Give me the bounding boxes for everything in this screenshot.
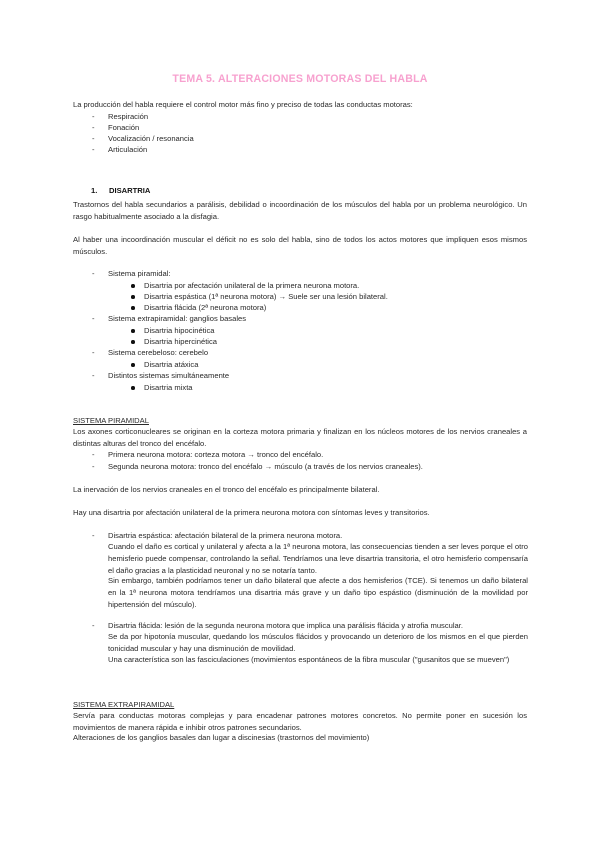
dash-marker: - [92,348,95,357]
dash-marker: - [92,134,95,143]
system-item: Disartria hipocinética [144,326,215,335]
dash-marker: - [92,123,95,132]
bullet-dot [131,386,135,390]
system-item: Disartria hipercinética [144,337,218,346]
extrapiramidal-paragraph-1: Servía para conductas motoras complejas y para encadenar patrones motores concretos. No permite poner en sucesión los movimientos de manera rápida e inhibir otros patrones secundarios. [73,711,527,732]
disartria-definition: Trastornos del habla secundarios a parálisis, debilidad o incoordinación de los músculos del habla por un problema neurológico. Un rasgo habitualmente asociado a la disfagia. [73,200,527,221]
intro-item-vocalizacion: Vocalización / resonancia [108,134,194,143]
piramidal-list-item: Segunda neurona motora: tronco del encéfalo → músculo (a través de los nervios craneales). [108,462,423,471]
system-piramidal-label: Sistema piramidal: [108,269,171,278]
flacida-paragraph-1: Se da por hipotonía muscular, quedando los músculos flácidos y provocando un deterioro de los mismos en el que pierden tonicidad muscular y hay una disminución de movilidad. [108,632,528,653]
bullet-dot [131,340,135,344]
heading-sistema-piramidal: SISTEMA PIRAMIDAL [73,416,149,425]
system-item: Disartria por afectación unilateral de la primera neurona motora. [144,281,360,290]
bullet-dot [131,363,135,367]
bullet-dot [131,284,135,288]
dash-marker: - [92,371,95,380]
dash-marker: - [92,314,95,323]
dash-marker: - [92,269,95,278]
espastica-heading: Disartria espástica: afectación bilateral de la primera neurona motora. [108,531,343,540]
system-item: Disartria espástica (1ª neurona motora) → Suele ser una lesión bilateral. [144,292,388,301]
intro-item-respiracion: Respiración [108,112,149,121]
flacida-heading: Disartria flácida: lesión de la segunda neurona motora que implica una parálisis flácida y atrofia muscular. [108,621,463,630]
dash-marker: - [92,531,95,540]
espastica-paragraph-2: Sin embargo, también podríamos tener un daño bilateral que afecte a dos hemisferios (TCE). Si tenemos un daño bilateral en la 1ª neurona motora tendríamos una disartria más grave y un daño tipo espástico (disminución de la movilidad por hipertensión del músculo). [108,576,528,609]
system-mixto-label: Distintos sistemas simultáneamente [108,371,230,380]
bullet-dot [131,329,135,333]
intro-item-articulacion: Articulación [108,145,148,154]
piramidal-list-item: Primera neurona motora: corteza motora → tronco del encéfalo. [108,450,324,459]
piramidal-paragraph-3: Hay una disartria por afectación unilateral de la primera neurona motora con síntomas leves y transitorios. [73,508,430,517]
system-extrapiramidal-label: Sistema extrapiramidal: ganglios basales [108,314,247,323]
extrapiramidal-paragraph-2: Alteraciones de los ganglios basales dan lugar a discinesias (trastornos del movimiento) [73,733,370,742]
flacida-paragraph-2: Una característica son las fasciculaciones (movimientos espontáneos de la fibra muscular ("gusanitos que se mueven") [108,655,510,664]
dash-marker: - [92,145,95,154]
dash-marker: - [92,621,95,630]
dash-marker: - [92,112,95,121]
system-item: Disartria mixta [144,383,193,392]
page-title: TEMA 5. ALTERACIONES MOTORAS DEL HABLA [172,73,428,85]
piramidal-paragraph-1: Los axones corticonucleares se originan en la corteza motora primaria y finalizan en los núcleos motores de los nervios craneales a distintas alturas del tronco del encéfalo. [73,427,527,448]
disartria-paragraph-2: Al haber una incoordinación muscular el déficit no es solo del habla, sino de todos los actos motores que impliquen esos mismos músculos. [73,235,527,256]
bullet-dot [131,295,135,299]
intro-text: La producción del habla requiere el control motor más fino y preciso de todas las conductas motoras: [73,100,413,109]
espastica-paragraph-1: Cuando el daño es cortical y unilateral y afecta a la 1ª neurona motora, las consecuencias tienden a ser leves porque el otro hemisferio puede compensar, controlando la señal. Tendríamos una leve disartria transitoria, el otro hemisferio compensaría el daño gracias a la plasticidad neuronal y no se notaría tanto. [108,542,528,575]
intro-item-fonacion: Fonación [108,123,140,132]
section-heading-disartria: DISARTRIA [109,186,151,195]
piramidal-paragraph-2: La inervación de los nervios craneales en el tronco del encéfalo es principalmente bilateral. [73,485,380,494]
dash-marker: - [92,462,95,471]
heading-sistema-extrapiramidal: SISTEMA EXTRAPIRAMIDAL [73,700,175,709]
system-item: Disartria flácida (2ª neurona motora) [144,303,267,312]
system-item: Disartria atáxica [144,360,199,369]
section-number: 1. [91,186,98,195]
system-cerebeloso-label: Sistema cerebeloso: cerebelo [108,348,209,357]
dash-marker: - [92,450,95,459]
bullet-dot [131,306,135,310]
